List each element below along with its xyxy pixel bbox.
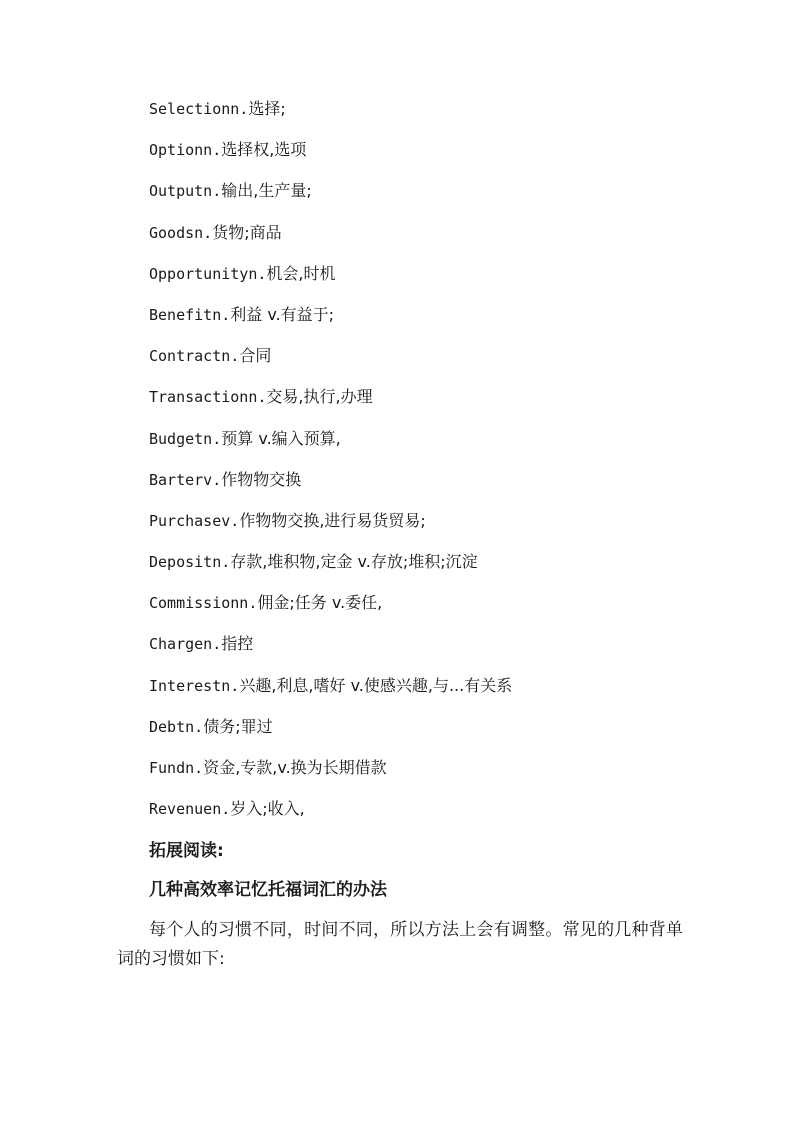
- vocab-definition: 选择;: [248, 99, 286, 118]
- extended-reading-heading: 拓展阅读:: [149, 841, 224, 861]
- vocab-term: Transactionn.: [149, 388, 267, 407]
- vocab-definition: 合同: [239, 346, 272, 366]
- vocab-term: Commissionn.: [149, 594, 258, 613]
- vocab-term: Budgetn.: [149, 429, 222, 448]
- vocab-item: [149, 796, 729, 837]
- vocab-term: Purchasev.: [149, 511, 240, 530]
- vocab-term: Optionn.: [149, 141, 222, 160]
- vocab-definition: 交易,执行,办理: [266, 387, 373, 407]
- vocab-definition: 预算 v.编入预算,: [221, 428, 341, 448]
- vocab-definition: 利益 v.有益于;: [230, 304, 335, 324]
- vocab-definition: 输出,生产量;: [221, 181, 312, 201]
- vocab-term: Debtn.: [149, 717, 204, 736]
- vocab-term: Goodsn.: [149, 223, 213, 242]
- vocab-item: [149, 96, 729, 137]
- vocab-item: [149, 261, 729, 302]
- vocab-term: Depositn.: [149, 553, 231, 572]
- vocab-item: [149, 673, 729, 714]
- vocab-definition: 作物物交换: [221, 469, 302, 489]
- vocab-list: [149, 96, 729, 837]
- vocab-term: Contractn.: [149, 347, 240, 366]
- vocab-term: Chargen.: [149, 635, 222, 654]
- vocab-definition: 佣金;任务 v.委任,: [257, 593, 383, 613]
- vocab-item: [149, 302, 729, 343]
- vocab-item: [149, 631, 729, 672]
- vocab-item: [149, 426, 729, 467]
- section-title: 几种高效率记忆托福词汇的办法: [149, 880, 387, 900]
- vocab-definition: 选择权,选项: [221, 140, 307, 160]
- vocab-definition: 作物物交换,进行易货贸易;: [239, 510, 426, 530]
- vocab-definition: 机会,时机: [266, 263, 336, 283]
- vocab-definition: 存款,堆积物,定金 v.存放;堆积;沉淀: [230, 552, 478, 572]
- vocab-item: [149, 714, 729, 755]
- body-paragraph: 每个人的习惯不同，时间不同，所以方法上会有调整。常见的几种背单词的习惯如下:: [117, 920, 683, 969]
- vocab-definition: 兴趣,利息,嗜好 v.使感兴趣,与...有关系: [239, 675, 513, 695]
- vocab-term: Fundn.: [149, 759, 204, 777]
- vocab-item: [149, 508, 729, 549]
- vocab-item: [149, 755, 729, 796]
- vocab-term: Interestn.: [149, 676, 240, 695]
- vocab-term: Opportunityn.: [149, 264, 267, 283]
- vocab-item: [149, 220, 729, 261]
- vocab-definition: 债务;罪过: [203, 716, 273, 736]
- vocab-item: [149, 384, 729, 425]
- vocab-term: Selectionn.: [149, 100, 249, 118]
- vocab-item: [149, 549, 729, 590]
- vocab-term: Outputn.: [149, 182, 222, 201]
- vocab-item: [149, 343, 729, 384]
- vocab-item: [149, 137, 729, 178]
- vocab-term: Barterv.: [149, 470, 222, 489]
- vocab-definition: 岁入;收入,: [230, 799, 305, 819]
- vocab-definition: 货物;商品: [212, 222, 282, 242]
- vocab-term: Revenuen.: [149, 800, 231, 819]
- vocab-term: Benefitn.: [149, 305, 231, 324]
- vocab-item: [149, 467, 729, 508]
- vocab-item: [149, 178, 729, 219]
- vocab-definition: 指控: [221, 634, 254, 654]
- vocab-definition: 资金,专款,v.换为长期借款: [203, 758, 387, 777]
- vocab-item: [149, 590, 729, 631]
